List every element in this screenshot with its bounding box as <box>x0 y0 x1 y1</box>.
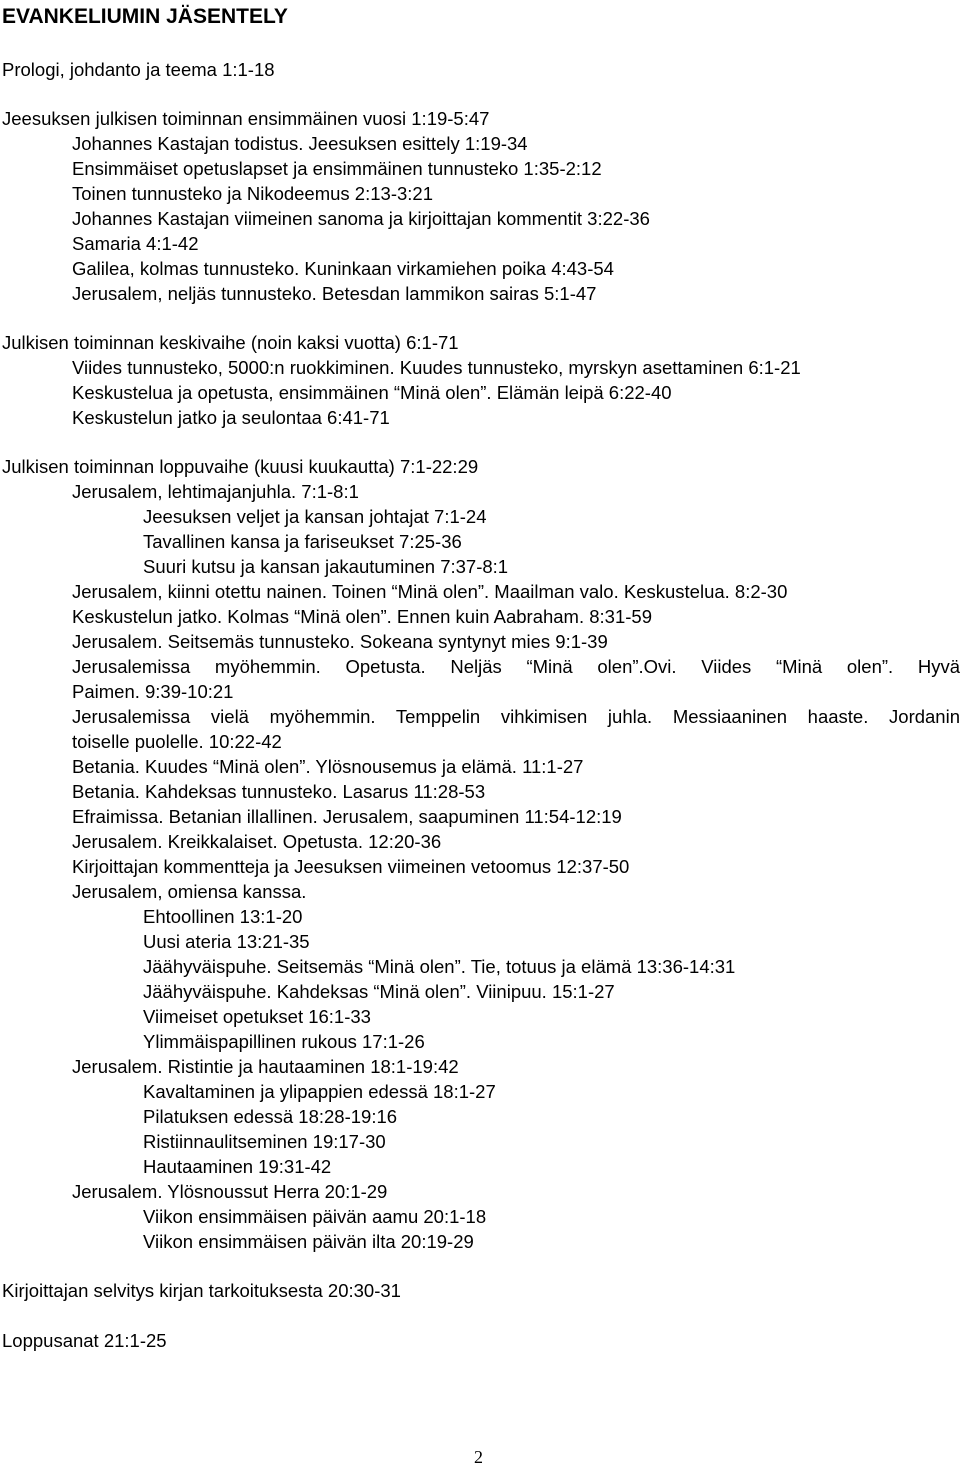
outline-line: Jerusalem. Ylösnoussut Herra 20:1-29 <box>72 1181 388 1202</box>
outline-line: Jerusalemissa vielä myöhemmin. Temppelin vihkimisen juhla. Messiaaninen haaste. Jordanin <box>72 706 960 727</box>
outline-subline: Jäähyväispuhe. Seitsemäs “Minä olen”. Tie, totuus ja elämä 13:36-14:31 <box>143 956 736 977</box>
outline-line: Jerusalem. Seitsemäs tunnusteko. Sokeana syntynyt mies 9:1-39 <box>72 631 608 652</box>
outline-subline: Pilatuksen edessä 18:28-19:16 <box>143 1106 398 1127</box>
outline-line: Jerusalem, omiensa kanssa. <box>72 881 307 902</box>
outline-line: Jerusalem, kiinni otettu nainen. Toinen “Minä olen”. Maailman valo. Keskustelua. 8:2-30 <box>72 581 788 602</box>
section-heading: Julkisen toiminnan keskivaihe (noin kaksi vuotta) 6:1-71 <box>2 332 459 353</box>
outline-line: Betania. Kahdeksas tunnusteko. Lasarus 11:28-53 <box>72 781 486 802</box>
outline-subline: Viikon ensimmäisen päivän ilta 20:19-29 <box>143 1231 474 1252</box>
outline-line: Keskustelun jatko ja seulontaa 6:41-71 <box>72 407 390 428</box>
outline-subline: Tavallinen kansa ja fariseukset 7:25-36 <box>143 531 462 552</box>
outline-line: Prologi, johdanto ja teema 1:1-18 <box>2 59 275 80</box>
outline-line: Jerusalem. Kreikkalaiset. Opetusta. 12:20-36 <box>72 831 442 852</box>
outline-subline: Viikon ensimmäisen päivän aamu 20:1-18 <box>143 1206 487 1227</box>
page-number: 2 <box>474 1447 483 1467</box>
document-title: EVANKELIUMIN JÄSENTELY <box>2 5 288 28</box>
outline-line: Jerusalem, neljäs tunnusteko. Betesdan lammikon sairas 5:1-47 <box>72 283 597 304</box>
outline-line: Johannes Kastajan viimeinen sanoma ja kirjoittajan kommentit 3:22-36 <box>72 208 650 229</box>
outline-subline: Suuri kutsu ja kansan jakautuminen 7:37-8:1 <box>143 556 509 577</box>
outline-line: Viides tunnusteko, 5000:n ruokkiminen. Kuudes tunnusteko, myrskyn asettaminen 6:1-21 <box>72 357 801 378</box>
outline-line: Jerusalem, lehtimajanjuhla. 7:1-8:1 <box>72 481 359 502</box>
section-heading: Jeesuksen julkisen toiminnan ensimmäinen vuosi 1:19-5:47 <box>2 108 490 129</box>
outline-line: Efraimissa. Betanian illallinen. Jerusalem, saapuminen 11:54-12:19 <box>72 806 622 827</box>
outline-subline: Uusi ateria 13:21-35 <box>143 931 310 952</box>
outline-line: Johannes Kastajan todistus. Jeesuksen esittely 1:19-34 <box>72 133 528 154</box>
outline-subline: Jeesuksen veljet ja kansan johtajat 7:1-24 <box>143 506 487 527</box>
outline-subline: Kavaltaminen ja ylipappien edessä 18:1-27 <box>143 1081 496 1102</box>
outline-line: Betania. Kuudes “Minä olen”. Ylösnousemus ja elämä. 11:1-27 <box>72 756 584 777</box>
outline-subline: Hautaaminen 19:31-42 <box>143 1156 332 1177</box>
outline-line: Loppusanat 21:1-25 <box>2 1330 167 1351</box>
outline-line: Keskustelua ja opetusta, ensimmäinen “Minä olen”. Elämän leipä 6:22-40 <box>72 382 672 403</box>
outline-subline: Ehtoollinen 13:1-20 <box>143 906 303 927</box>
outline-line: Paimen. 9:39-10:21 <box>72 681 234 702</box>
outline-line: Galilea, kolmas tunnusteko. Kuninkaan virkamiehen poika 4:43-54 <box>72 258 614 279</box>
outline-line: Samaria 4:1-42 <box>72 233 199 254</box>
outline-subline: Viimeiset opetukset 16:1-33 <box>143 1006 371 1027</box>
outline-subline: Ylimmäispapillinen rukous 17:1-26 <box>143 1031 425 1052</box>
outline-line: toiselle puolelle. 10:22-42 <box>72 731 282 752</box>
outline-line: Jerusalemissa myöhemmin. Opetusta. Neljäs “Minä olen”.Ovi. Viides “Minä olen”. Hyvä <box>72 656 960 677</box>
outline-line: Ensimmäiset opetuslapset ja ensimmäinen tunnusteko 1:35-2:12 <box>72 158 602 179</box>
outline-subline: Jäähyväispuhe. Kahdeksas “Minä olen”. Viinipuu. 15:1-27 <box>143 981 615 1002</box>
outline-line: Jerusalem. Ristintie ja hautaaminen 18:1-19:42 <box>72 1056 459 1077</box>
outline-line: Toinen tunnusteko ja Nikodeemus 2:13-3:21 <box>72 183 433 204</box>
section-heading: Julkisen toiminnan loppuvaihe (kuusi kuukautta) 7:1-22:29 <box>2 456 479 477</box>
outline-subline: Ristiinnaulitseminen 19:17-30 <box>143 1131 386 1152</box>
outline-line: Kirjoittajan selvitys kirjan tarkoituksesta 20:30-31 <box>2 1280 401 1301</box>
outline-line: Keskustelun jatko. Kolmas “Minä olen”. Ennen kuin Aabraham. 8:31-59 <box>72 606 652 627</box>
outline-line: Kirjoittajan kommentteja ja Jeesuksen viimeinen vetoomus 12:37-50 <box>72 856 630 877</box>
